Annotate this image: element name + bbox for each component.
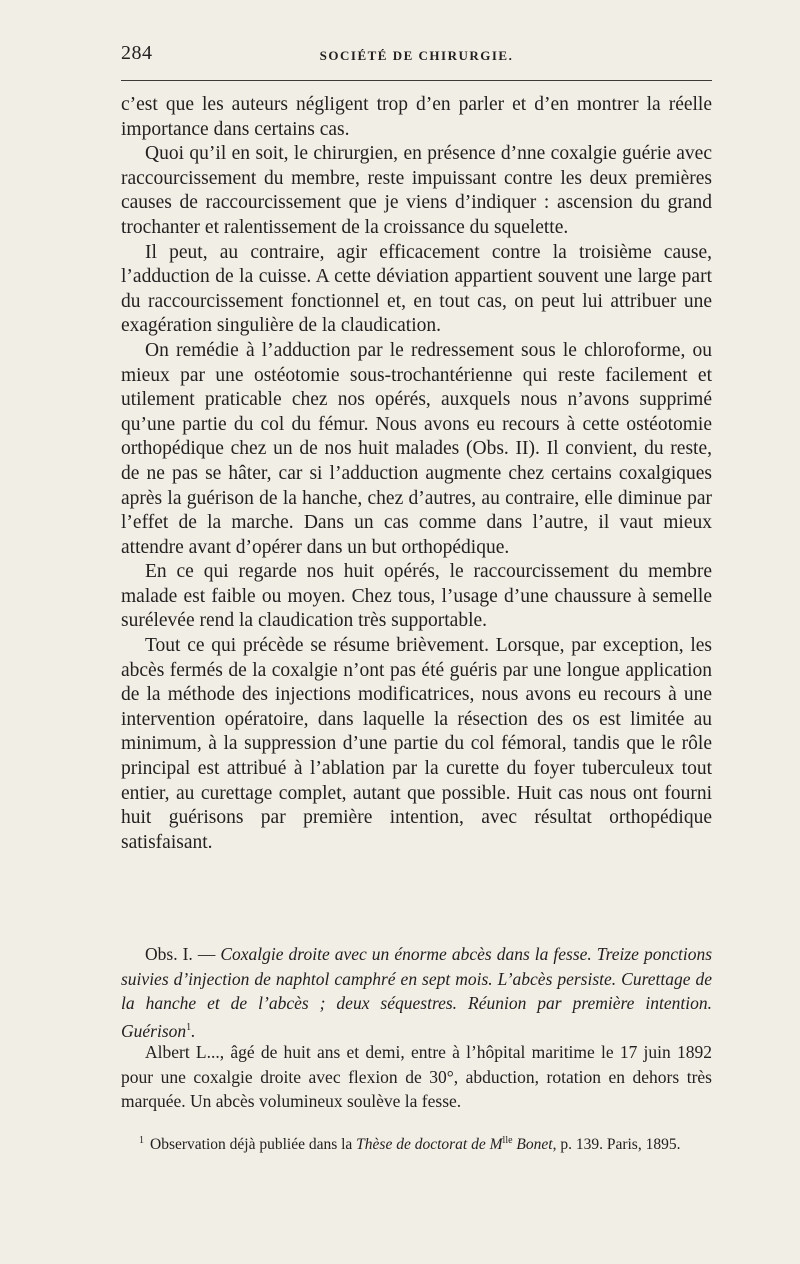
- paragraph: c’est que les auteurs négligent trop d’en parler et d’en montrer la réelle importance dans certains cas.: [121, 94, 712, 140]
- page-header: [121, 42, 712, 72]
- paragraph: Quoi qu’il en soit, le chirurgien, en présence d’nne coxalgie guérie avec raccourcissement du membre, reste impuissant contre les deux premières causes de raccourcissement que je viens d’indiquer : ascension du grand trochanter et ralentissement de la croissance du squelette.: [121, 143, 712, 238]
- footnote-person-sup: lle: [502, 1135, 513, 1146]
- case-text: [121, 1040, 712, 1114]
- footnote-paragraph: [121, 1130, 712, 1156]
- observation-end: .: [191, 1020, 196, 1041]
- paragraph: En ce qui regarde nos huit opérés, le raccourcissement du membre malade est faible ou moyen. Chez tous, l’usage d’une chaussure à semelle surélevée rend la claudication très supportable.: [121, 561, 712, 632]
- case-paragraph: Albert L..., âgé de huit ans et demi, entre à l’hôpital maritime le 17 juin 1892 pour une coxalgie droite avec flexion de 30°, abduction, rotation en dehors très marquée. Un abcès volumineux soulève la fesse.: [121, 1042, 712, 1111]
- footnote-reference: 1: [186, 1021, 192, 1033]
- paragraph: Tout ce qui précède se résume brièvement. Lorsque, par exception, les abcès fermés de la coxalgie n’ont pas été guéris par une longue application de la méthode des injections modificatrices, nous avons eu recours à une intervention opératoire, dans laquelle la résection des os est limitée au minimum, à la suppression d’une partie du col fémoral, tandis que le rôle principal est attribué à l’ablation par la curette du foyer tuberculeux tout entier, au curettage complet, autant que possible. Huit cas nous ont fourni huit guérisons par première intention, avec résultat orthopédique satisfaisant.: [121, 635, 712, 853]
- running-head: SOCIÉTÉ DE CHIRURGIE.: [319, 48, 514, 63]
- header-rule: [121, 80, 712, 81]
- page-number: 284: [121, 42, 153, 64]
- footnote: [121, 1130, 712, 1156]
- main-text: [121, 93, 712, 855]
- observation-label: Obs. I. —: [145, 944, 216, 964]
- footnote-prefix: Observation déjà publiée dans la: [150, 1136, 353, 1154]
- footnote-person-prefix: M: [489, 1136, 503, 1154]
- observation-heading: [121, 942, 712, 1043]
- footnote-person-name: Bonet: [516, 1136, 553, 1154]
- observation-title: Coxalgie droite avec un énorme abcès dans la fesse. Treize ponctions suivies d’injection de naphtol camphré en sept mois. L’abcès persiste. Curettage de la hanche et de l’abcès ; deux séquestres. Réunion par première intention. Guérison: [121, 944, 713, 1041]
- paragraph: On remédie à l’adduction par le redressement sous le chloroforme, ou mieux par une ostéotomie sous-trochantérienne qui reste facilement et utilement praticable chez nos opérés, auxquels nous n’avons supprimé qu’une partie du col du fémur. Nous avons eu recours à cette ostéotomie orthopédique chez un de nos huit malades (Obs. II). Il convient, du reste, de ne pas se hâter, car si l’adduction augmente chez certains coxalgiques après la guérison de la hanche, chez d’autres, au contraire, elle diminue par l’effet de la marche. Dans un cas comme dans l’autre, il vaut mieux attendre avant d’opérer dans un but orthopédique.: [121, 339, 712, 558]
- footnote-suffix: , p. 139. Paris, 1895.: [552, 1136, 681, 1154]
- footnote-mark: 1: [139, 1135, 144, 1146]
- footnote-thesis-title: Thèse de doctorat de: [356, 1136, 486, 1154]
- observation-paragraph: [121, 942, 712, 1043]
- paragraph: Il peut, au contraire, agir efficacement contre la troisième cause, l’adduction de la cuisse. A cette déviation appartient souvent une large part du raccourcissement fonctionnel et, en tout cas, on peut lui attribuer une exagération singulière de la claudication.: [121, 241, 712, 337]
